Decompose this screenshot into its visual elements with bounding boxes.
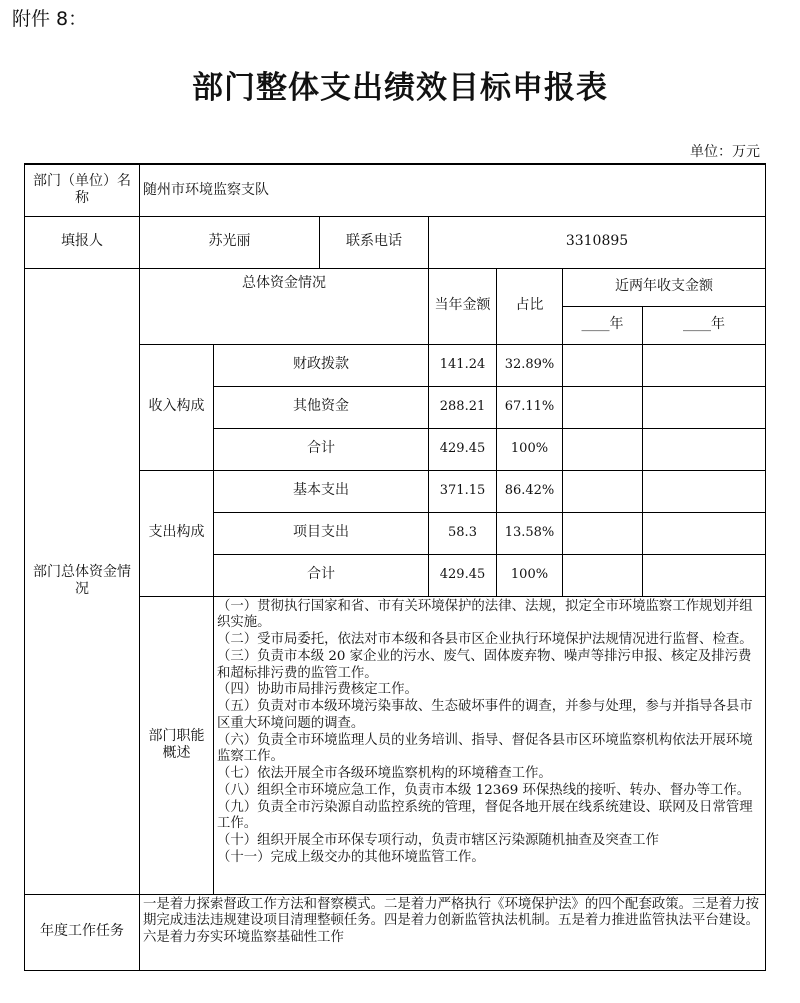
income-amount: 429.45 [429, 428, 497, 470]
expense-item: 项目支出 [214, 512, 429, 554]
duty-item: （八）组织全市环境应急工作，负责市本级 12369 环保热线的接听、转办、督办等工作。 [217, 782, 751, 798]
expense-amount: 429.45 [429, 554, 497, 596]
duty-item: （一）贯彻执行国家和省、市有关环境保护的法律、法规，拟定全市环境监察工作规划并组织实施。 [217, 598, 753, 631]
page-title: 部门整体支出绩效目标申报表 [192, 70, 608, 106]
empty-cell [563, 428, 643, 470]
empty-cell [643, 428, 766, 470]
income-amount: 141.24 [429, 344, 497, 386]
annual-tasks-label: 年度工作任务 [25, 894, 140, 970]
reporter-label: 填报人 [25, 216, 140, 268]
funds-header: 总体资金情况 [140, 268, 429, 344]
duty-item: （十）组织开展全市环保专项行动，负责市辖区污染源随机抽查及突查工作 [217, 833, 659, 848]
income-item: 财政拨款 [214, 344, 429, 386]
expense-item: 合计 [214, 554, 429, 596]
empty-cell [563, 554, 643, 596]
duty-item: （七）依法开展全市各级环境监察机构的环境稽查工作。 [217, 766, 552, 781]
dept-name-value: 随州市环境监察支队 [140, 164, 766, 216]
reporter-value: 苏光丽 [140, 216, 320, 268]
ratio-header: 占比 [497, 268, 563, 344]
duty-item: （六）负责全市环境监理人员的业务培训、指导、督促各县市区环境监察机构依法开展环境监察工作。 [217, 732, 753, 765]
duty-item: （十一）完成上级交办的其他环境监管工作。 [217, 849, 485, 865]
expense-item: 基本支出 [214, 470, 429, 512]
dept-duties-text [214, 596, 766, 894]
income-amount: 288.21 [429, 386, 497, 428]
expense-ratio: 13.58% [497, 512, 563, 554]
year2-label: ____年 [643, 306, 766, 344]
duty-item: （三）负责市本级 20 家企业的污水、废气、固体废弃物、噪声等排污申报、核定及排污费和超标排污费的监管工作。 [217, 648, 752, 681]
income-item: 其他资金 [214, 386, 429, 428]
empty-cell [643, 386, 766, 428]
empty-cell [563, 386, 643, 428]
expense-amount: 58.3 [429, 512, 497, 554]
empty-cell [643, 344, 766, 386]
attachment-label: 附件 8： [12, 8, 88, 30]
duty-item: （九）负责全市污染源自动监控系统的管理，督促各地开展在线系统建设、联网及日常管理工作。 [217, 799, 753, 832]
duty-item: （五）负责对市本级环境污染事故、生态破坏事件的调查，并参与处理，参与并指导各县市区重大环境问题的调查。 [217, 699, 753, 731]
expense-composition-label: 支出构成 [140, 470, 214, 596]
empty-cell [643, 512, 766, 554]
expense-ratio: 86.42% [497, 470, 563, 512]
expense-amount: 371.15 [429, 470, 497, 512]
dept-name-label: 部门（单位）名称 [25, 164, 140, 216]
phone-value: 3310895 [429, 216, 766, 268]
year1-label: ____年 [563, 306, 643, 344]
empty-cell [563, 344, 643, 386]
empty-cell [643, 554, 766, 596]
recent-years-header: 近两年收支金额 [563, 268, 766, 306]
current-amount-header: 当年金额 [429, 268, 497, 344]
overall-funds-label: 部门总体资金情况 [25, 268, 140, 894]
empty-cell [563, 470, 643, 512]
application-form-table [24, 163, 766, 971]
unit-label: 单位：万元 [690, 144, 760, 160]
income-item: 合计 [214, 428, 429, 470]
empty-cell [643, 470, 766, 512]
expense-ratio: 100% [497, 554, 563, 596]
dept-duties-label: 部门职能概述 [140, 596, 214, 894]
empty-cell [563, 512, 643, 554]
income-ratio: 32.89% [497, 344, 563, 386]
duty-item: （四）协助市局排污费核定工作。 [217, 682, 418, 698]
income-ratio: 67.11% [497, 386, 563, 428]
income-ratio: 100% [497, 428, 563, 470]
annual-tasks-text: 一是着力探索督政工作方法和督察模式。二是着力严格执行《环境保护法》的四个配套政策。三是着力按期完成违法违规建设项目清理整顿任务。四是着力创新监管执法机制。五是着力推进监管执法平台建设。六是着力夯实环境监察基础性工作 [140, 894, 766, 970]
duty-item: （二）受市局委托，依法对市本级和各县市区企业执行环境保护法规情况进行监督、检查。 [217, 632, 753, 647]
income-composition-label: 收入构成 [140, 344, 214, 470]
phone-label: 联系电话 [320, 216, 429, 268]
